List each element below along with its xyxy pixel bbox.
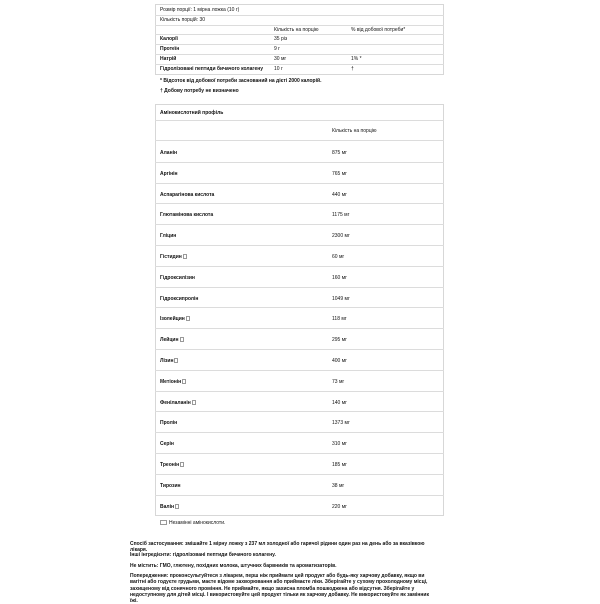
essential-marker (192, 400, 196, 405)
row-divider (155, 162, 444, 163)
amino-row-name: Лейцин (160, 337, 179, 344)
amino-row-amount: 400 мг (332, 358, 347, 364)
free-from-text: Не містить: ГМО, глютену, похідних молока, штучних барвників та ароматизаторів. (130, 563, 337, 569)
row-divider (155, 474, 444, 475)
amino-acid-table (155, 104, 444, 516)
amino-row-amount: 118 мг (332, 316, 347, 323)
nutrition-header-dv: % від добової потреби* (351, 27, 406, 33)
row-divider (155, 266, 444, 267)
row-divider (155, 245, 444, 246)
amino-row-name: Лізин (160, 358, 174, 364)
amino-row-name: Гідроксипролін (160, 295, 199, 302)
amino-row-name: Гістидин (160, 254, 182, 260)
warning-text: Попередження: проконсультуйтеся з лікарем, перш ніж приймати цей продукт або будь-яку харчову добавку, якщо ви вагітні або годуєте грудьми, маєте відоме захворювання або приймаєте ліки. Зберігайте у сухому прохолодному місці, захищеному від сонячного проміння. Не приймайте, якщо захисна пломба пошкоджена або відсутня. Зберігайте у недоступному для дітей місці. І використовуйте цей продукт тільки як харчову добавку. Не використовуйте як замінник їжі. (130, 573, 429, 604)
essential-marker (174, 358, 178, 363)
amino-row-name: Метіонін (160, 378, 182, 385)
essential-marker (182, 379, 186, 384)
nutrition-row-dv: † (351, 66, 354, 72)
row-divider (155, 391, 444, 392)
nutrition-footnote: † Добову потребу не визначено (160, 88, 239, 94)
nutrition-row-name: Калорії (160, 36, 178, 42)
amino-row-amount: 1175 мг (332, 212, 350, 219)
amino-row-name: Гліцин (160, 233, 177, 240)
amino-row-amount: 73 мг (332, 378, 345, 385)
amino-row-amount: 295 мг (332, 337, 347, 344)
nutrition-row-amount: 10 г (274, 66, 283, 72)
row-divider (155, 183, 444, 184)
usage-text: Спосіб застосування: змішайте 1 мірну ложку з 237 мл холодної або гарячої рідини один раз на день або за вказівкою лікаря. (130, 541, 425, 554)
row-divider (155, 495, 444, 496)
row-divider (155, 453, 444, 454)
row-divider (155, 203, 444, 204)
essential-marker (180, 337, 184, 342)
amino-row-amount: 220 мг (332, 503, 347, 510)
amino-row-name: Ізолейцин (160, 316, 185, 323)
amino-row-name: Тирозин (160, 482, 181, 489)
amino-row-amount: 765 мг (332, 170, 347, 177)
amino-column-header: Кількість на порцію (332, 128, 377, 134)
row-divider (155, 328, 444, 329)
amino-row-amount: 440 мг (332, 191, 347, 198)
amino-row-name: Пролін (160, 420, 178, 427)
amino-row-name: Аргінін (160, 170, 178, 177)
row-divider (155, 432, 444, 433)
nutrition-row-name: Гідролізовані пептиди бичачого колагену (160, 66, 264, 72)
amino-row-name: Гідроксилізин (160, 274, 195, 281)
serving-size-label: Розмір порції: 1 мірна ложка (10 г) (160, 7, 240, 13)
essential-amino-note (160, 520, 225, 526)
nutrition-footnote: * Відсоток від добової потреби заснований на дієті 2000 калорій. (160, 78, 322, 84)
serving-count-label: Кількість порцій: 30 (160, 17, 206, 23)
amino-row-amount: 160 мг (332, 274, 347, 281)
row-divider (155, 411, 444, 412)
amino-row-name: Валін (160, 503, 174, 510)
nutrition-row-amount: 30 мг (274, 56, 287, 62)
amino-row-amount: 310 мг (332, 441, 347, 448)
row-divider (155, 307, 444, 308)
ingredients-text: Інші інгредієнти: гідролізовані пептиди бичачого колагену. (130, 552, 276, 558)
nutrition-row-amount: 9 г (274, 46, 280, 52)
essential-note-text: Незамінні амінокислоти. (169, 520, 226, 526)
amino-row-amount: 185 мг (332, 462, 347, 468)
amino-row-amount: 140 мг (332, 399, 347, 406)
amino-row-name: Фенілаланін (160, 399, 191, 406)
amino-row-amount: 38 мг (332, 482, 345, 489)
essential-marker (180, 462, 184, 467)
row-divider (155, 287, 444, 288)
amino-row-amount: 875 мг (332, 150, 347, 156)
amino-row-name: Аланін (160, 150, 177, 156)
row-divider (155, 370, 444, 371)
amino-row-name: Серін (160, 441, 174, 448)
nutrition-row-name: Натрій (160, 56, 177, 62)
essential-marker (175, 504, 179, 509)
nutrition-header-amount: Кількість на порцію (274, 27, 319, 33)
amino-row-amount: 1373 мг (332, 420, 350, 427)
essential-marker (186, 316, 190, 321)
amino-table-title: Амінокислотний профіль (160, 110, 224, 116)
amino-row-name: Глютамінова кислота (160, 212, 214, 219)
row-divider (155, 224, 444, 225)
amino-row-name: Аспарагінова кислота (160, 191, 215, 198)
row-divider (155, 349, 444, 350)
nutrition-row-name: Протеїн (160, 46, 180, 52)
nutrition-row-dv: 1% * (351, 56, 362, 62)
amino-row-amount: 60 мг (332, 254, 345, 260)
nutrition-row-amount: 35 різ (274, 36, 288, 42)
amino-row-amount: 2300 мг (332, 233, 350, 240)
amino-row-name: Треонін (160, 462, 180, 468)
essential-marker (183, 254, 187, 259)
amino-row-amount: 1049 мг (332, 295, 350, 302)
essential-marker (160, 520, 167, 525)
